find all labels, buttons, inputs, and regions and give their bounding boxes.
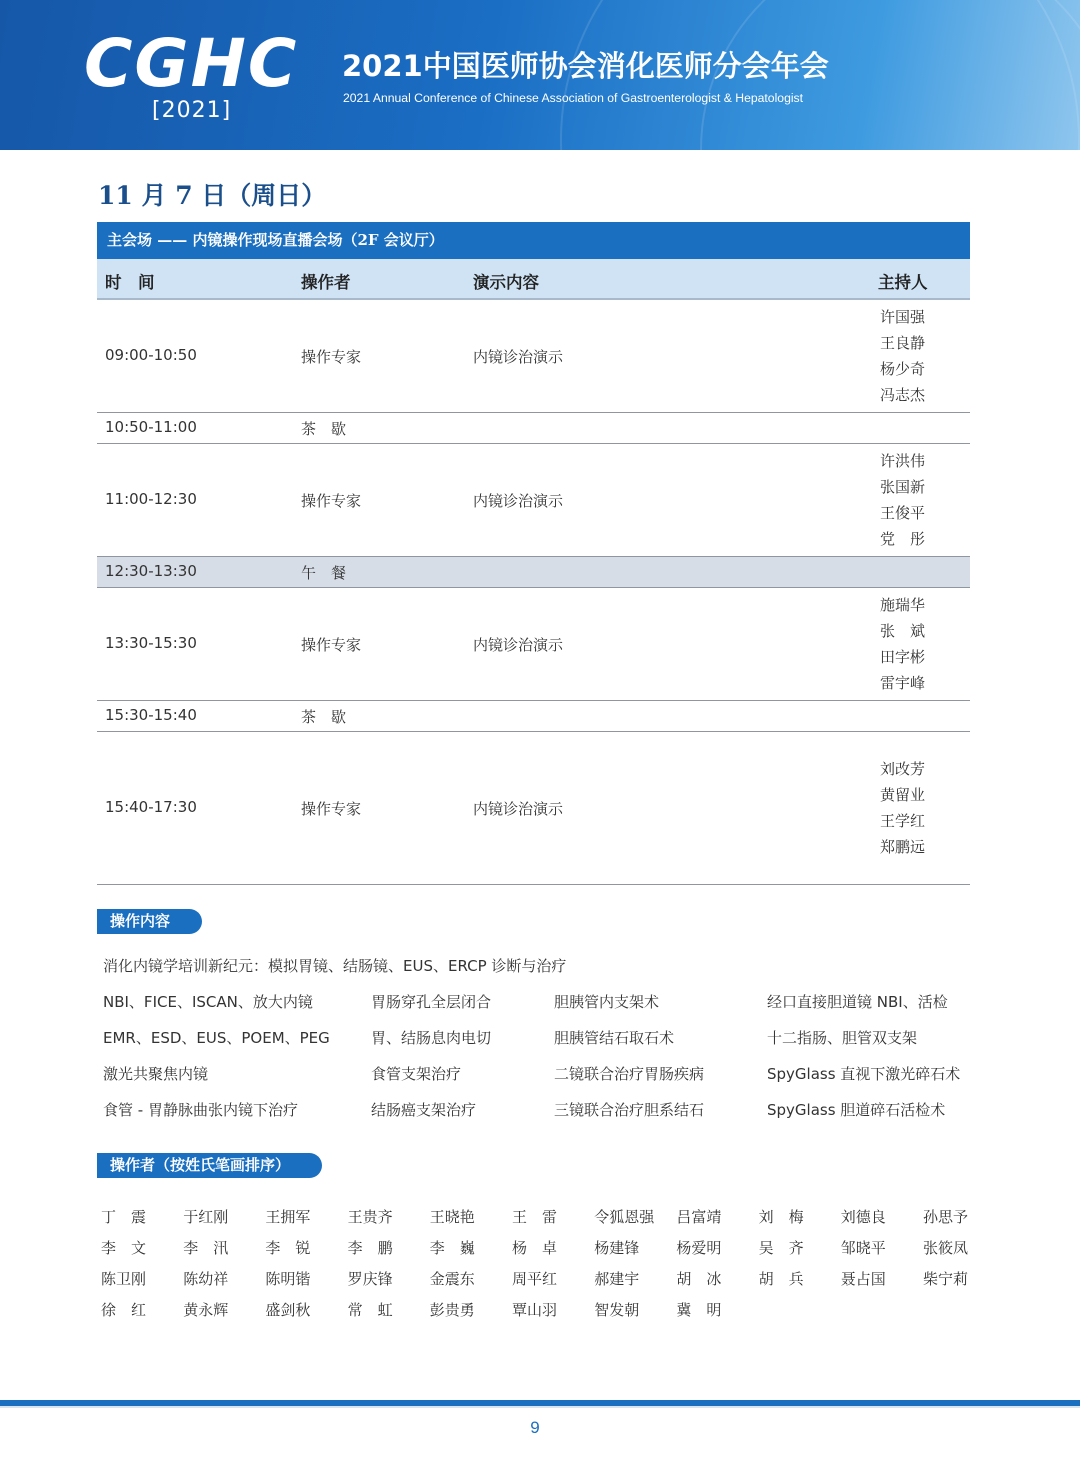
host-name: 施瑞华 [880, 596, 926, 614]
operator-name: 王 雷 [512, 1208, 558, 1226]
row-operator: 操作专家 [301, 636, 362, 654]
row-operator: 午 餐 [301, 564, 347, 582]
operator-name: 吴 齐 [758, 1239, 804, 1257]
operator-name: 李 锐 [265, 1239, 311, 1257]
op-item: 二镜联合治疗胃肠疾病 [554, 1065, 705, 1083]
op-item: 经口直接胆道镜 NBI、活检 [767, 993, 948, 1011]
host-name: 党 彤 [880, 530, 926, 548]
table-row [97, 444, 970, 557]
host-name: 王良静 [880, 334, 926, 352]
operator-name: 黄永辉 [183, 1301, 229, 1319]
host-name: 杨少奇 [880, 360, 926, 378]
operator-name: 王贵齐 [347, 1208, 393, 1226]
logo-year: [2021] [152, 98, 232, 123]
row-time: 15:40-17:30 [105, 798, 197, 816]
operator-name: 陈明锴 [265, 1270, 311, 1288]
operator-name: 胡 冰 [676, 1270, 722, 1288]
operator-name: 李 鹏 [347, 1239, 393, 1257]
row-content: 内镜诊治演示 [473, 636, 564, 654]
host-name: 冯志杰 [880, 386, 926, 404]
operator-name: 邹晓平 [840, 1239, 886, 1257]
row-content: 内镜诊治演示 [473, 800, 564, 818]
op-item: SpyGlass 直视下激光碎石术 [767, 1065, 961, 1083]
row-hosts [880, 304, 925, 408]
operator-name: 周平红 [512, 1270, 558, 1288]
operator-name: 覃山羽 [512, 1301, 558, 1319]
operator-name: 令狐恩强 [594, 1208, 655, 1226]
operator-name: 李 巍 [429, 1239, 475, 1257]
op-item: 食管 - 胃静脉曲张内镜下治疗 [103, 1101, 298, 1119]
row-content: 内镜诊治演示 [473, 492, 564, 510]
operator-name: 彭贵勇 [429, 1301, 475, 1319]
operator-name: 吕富靖 [676, 1208, 722, 1226]
operator-name: 杨爱明 [676, 1239, 722, 1257]
host-name: 张国新 [880, 478, 926, 496]
operator-name: 徐 红 [101, 1301, 147, 1319]
operators-section-title: 操作者（按姓氏笔画排序） [100, 1153, 322, 1178]
operator-name: 郝建宇 [594, 1270, 640, 1288]
schedule-table [97, 222, 970, 885]
host-name: 雷宇峰 [880, 674, 926, 692]
host-name: 黄留业 [880, 786, 926, 804]
conference-subtitle: 2021 Annual Conference of Chinese Association of Gastroenterologist & Hepatologist [343, 91, 804, 105]
ops-section-title: 操作内容 [100, 909, 202, 934]
row-time: 13:30-15:30 [105, 634, 197, 652]
row-time: 10:50-11:00 [105, 418, 197, 436]
op-item: 食管支架治疗 [371, 1065, 462, 1083]
operator-name: 智发朝 [594, 1301, 640, 1319]
operator-name: 张筱凤 [923, 1239, 969, 1257]
row-content: 内镜诊治演示 [473, 348, 564, 366]
row-hosts [880, 592, 925, 696]
row-hosts [880, 448, 925, 552]
op-item: NBI、FICE、ISCAN、放大内镜 [103, 993, 313, 1011]
row-time: 09:00-10:50 [105, 346, 197, 364]
host-name: 张 斌 [880, 622, 926, 640]
table-row [97, 588, 970, 701]
row-time: 12:30-13:30 [105, 562, 197, 580]
header-host: 主持人 [878, 273, 928, 292]
op-item: 十二指肠、胆管双支架 [767, 1029, 918, 1047]
ops-intro: 消化内镜学培训新纪元：模拟胃镜、结肠镜、EUS、ERCP 诊断与治疗 [103, 957, 567, 975]
table-header [97, 259, 970, 300]
op-item: 胃、结肠息肉电切 [371, 1029, 492, 1047]
table-row [97, 413, 970, 444]
operator-name: 于红刚 [183, 1208, 229, 1226]
op-item: 胆胰管内支架术 [554, 993, 660, 1011]
operator-name: 杨建锋 [594, 1239, 640, 1257]
operator-name: 陈幼祥 [183, 1270, 229, 1288]
operator-name: 陈卫刚 [101, 1270, 147, 1288]
table-row [97, 701, 970, 732]
operator-name: 聂占国 [840, 1270, 886, 1288]
op-item: 胆胰管结石取石术 [554, 1029, 675, 1047]
date-heading: 11 月 7 日（周日） [98, 181, 327, 210]
operator-name: 丁 震 [101, 1208, 147, 1226]
host-name: 许国强 [880, 308, 926, 326]
operator-name: 常 虹 [347, 1301, 393, 1319]
operator-name: 柴宁莉 [923, 1270, 969, 1288]
row-operator: 茶 歇 [301, 420, 347, 438]
op-item: 结肠癌支架治疗 [371, 1101, 477, 1119]
table-row [97, 732, 970, 885]
conference-title: 2021中国医师协会消化医师分会年会 [342, 49, 829, 83]
op-item: EMR、ESD、EUS、POEM、PEG [103, 1029, 330, 1047]
table-row [97, 300, 970, 413]
table-title: 主会场 —— 内镜操作现场直播会场（2F 会议厅） [97, 222, 970, 259]
row-operator: 操作专家 [301, 492, 362, 510]
op-item: 胃肠穿孔全层闭合 [371, 993, 492, 1011]
table-row [97, 557, 970, 588]
host-name: 王俊平 [880, 504, 926, 522]
operator-name: 李 汛 [183, 1239, 229, 1257]
operator-name: 金震东 [429, 1270, 475, 1288]
header-operator: 操作者 [301, 273, 351, 292]
operator-name: 胡 兵 [758, 1270, 804, 1288]
host-name: 王学红 [880, 812, 926, 830]
header-content: 演示内容 [473, 273, 539, 292]
operator-name: 李 文 [101, 1239, 147, 1257]
operator-name: 杨 卓 [512, 1239, 558, 1257]
operator-name: 刘德良 [840, 1208, 886, 1226]
host-name: 刘改芳 [880, 760, 926, 778]
operator-name: 刘 梅 [758, 1208, 804, 1226]
host-name: 许洪伟 [880, 452, 926, 470]
row-operator: 操作专家 [301, 348, 362, 366]
host-name: 田字彬 [880, 648, 926, 666]
cghc-logo: CGHC [84, 25, 299, 102]
operator-name: 盛剑秋 [265, 1301, 311, 1319]
page-number: 9 [530, 1418, 540, 1437]
row-time: 11:00-12:30 [105, 490, 197, 508]
row-operator: 操作专家 [301, 800, 362, 818]
op-item: SpyGlass 胆道碎石活检术 [767, 1101, 946, 1119]
conference-header [0, 0, 1080, 150]
header-time: 时 间 [105, 273, 155, 292]
row-time: 15:30-15:40 [105, 706, 197, 724]
row-operator: 茶 歇 [301, 708, 347, 726]
operator-name: 冀 明 [676, 1301, 722, 1319]
footer-line-light [0, 1406, 1080, 1408]
operator-name: 王晓艳 [429, 1208, 475, 1226]
op-item: 三镜联合治疗胆系结石 [554, 1101, 705, 1119]
operator-name: 孙思予 [923, 1208, 969, 1226]
row-hosts [880, 756, 925, 860]
operator-name: 王拥军 [265, 1208, 311, 1226]
host-name: 郑鹏远 [880, 838, 926, 856]
op-item: 激光共聚焦内镜 [103, 1065, 209, 1083]
operator-name: 罗庆锋 [347, 1270, 393, 1288]
